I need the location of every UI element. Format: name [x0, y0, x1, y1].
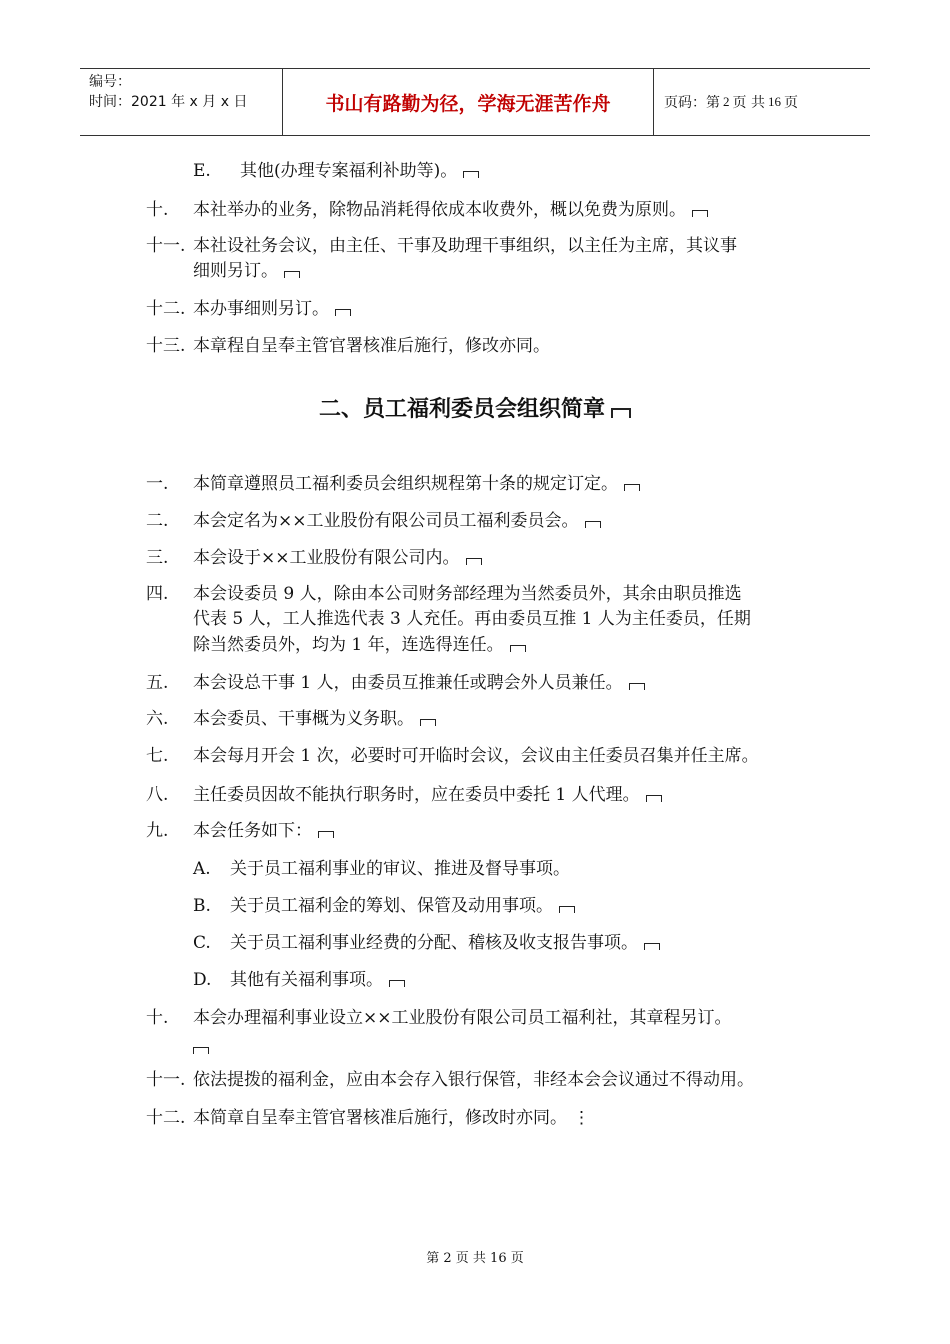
list-item: [240, 160, 479, 182]
list-item-number: 十三.: [146, 336, 186, 356]
paragraph-mark-icon: [318, 831, 334, 838]
list-item-number: 十二.: [146, 299, 186, 319]
list-item-number: 十一.: [146, 1070, 186, 1090]
list-item: [193, 1069, 754, 1091]
sub-item-text: 关于员工福利金的筹划、保管及动用事项。: [230, 896, 553, 916]
list-item: [193, 583, 742, 605]
page-header: [80, 68, 870, 136]
list-item-text: 除当然委员外，均为 1 年，连选得连任。: [193, 635, 504, 655]
list-item-number: 二.: [146, 511, 169, 531]
list-item-number: 一.: [146, 474, 169, 494]
paragraph-mark-icon: [389, 980, 405, 987]
number-label: 编号：: [89, 74, 131, 90]
header-meta: [80, 69, 282, 135]
paragraph-mark-icon: [585, 521, 601, 528]
paragraph-mark-icon: [193, 1047, 209, 1054]
paragraph-mark-icon: [559, 906, 575, 913]
list-item-text: 本会设总干事 1 人，由委员互推兼任或聘会外人员兼任。: [193, 673, 623, 693]
list-item-text: 本简章自呈奉主管官署核准后施行，修改时亦同。: [193, 1108, 567, 1128]
list-item-text: 本会定名为××工业股份有限公司员工福利委员会。: [193, 511, 579, 531]
list-item-text: 本会委员、干事概为义务职。: [193, 709, 414, 729]
list-item: [193, 510, 601, 532]
list-item-text: 本社举办的业务，除物品消耗得依成本收费外，概以免费为原则。: [193, 200, 686, 220]
list-item-text: 本社设社务会议，由主任、干事及助理干事组织，以主任为主席，其议事: [193, 236, 737, 256]
sub-item-text: 关于员工福利事业的审议、推进及督导事项。: [230, 859, 570, 879]
list-item: [193, 1107, 590, 1129]
list-item-text: 其他(办理专案福利补助等)。: [240, 161, 458, 181]
sub-item: [230, 895, 575, 917]
list-item: [193, 745, 759, 767]
page-prefix: 页码：第: [664, 95, 720, 111]
paragraph-mark-icon: [624, 484, 640, 491]
paragraph-mark-icon: [692, 210, 708, 217]
page-footer: 第 2 页 共 16 页: [426, 1251, 524, 1266]
list-item-text: 本章程自呈奉主管官署核准后施行，修改亦同。: [193, 336, 550, 356]
list-item-text: 本会设于××工业股份有限公司内。: [193, 548, 460, 568]
list-item: [193, 708, 436, 730]
list-item-number: 十.: [146, 200, 169, 220]
list-item-number: 十一.: [146, 236, 186, 256]
page-suffix: 页: [783, 95, 798, 111]
page-mid: 页 共: [732, 95, 765, 111]
sub-item: [230, 969, 405, 991]
list-item-continuation: [193, 260, 300, 282]
list-item-number: 十.: [146, 1008, 169, 1028]
sub-item-letter: B.: [193, 896, 211, 916]
sub-item: [230, 858, 570, 880]
sub-item: [230, 932, 660, 954]
header-page-info: [654, 69, 870, 135]
sub-item-text: 关于员工福利事业经费的分配、稽核及收支报告事项。: [230, 933, 638, 953]
sub-item-letter: D.: [193, 970, 212, 990]
list-item-continuation: [193, 634, 526, 656]
list-item-text: 本会设委员 9 人，除由本公司财务部经理为当然委员外，其余由职员推选: [193, 584, 742, 604]
list-item-number: 五.: [146, 673, 169, 693]
list-item-number: 九.: [146, 821, 169, 841]
list-item-number: E.: [193, 161, 211, 181]
list-item: [193, 820, 334, 842]
list-item: [193, 547, 482, 569]
list-item-text: 本办事细则另订。: [193, 299, 329, 319]
time-label: 时间：2021 年 x 月 x 日: [89, 94, 248, 110]
paragraph-mark-icon: [644, 943, 660, 950]
list-item: [193, 235, 737, 257]
list-item-number: 八.: [146, 785, 169, 805]
list-item-number: 四.: [146, 584, 169, 604]
list-item-text: 细则另订。: [193, 261, 278, 281]
paragraph-mark-icon: [629, 683, 645, 690]
list-item-text: 本会每月开会 1 次，必要时可开临时会议，会议由主任委员召集并任主席。: [193, 746, 759, 766]
list-item-text: 本会办理福利事业设立××工业股份有限公司员工福利社，其章程另订。: [193, 1008, 732, 1028]
paragraph-mark-icon: [284, 271, 300, 278]
sub-item-text: 其他有关福利事项。: [230, 970, 383, 990]
list-item-text: 代表 5 人，工人推选代表 3 人充任。再由委员互推 1 人为主任委员，任期: [193, 609, 751, 629]
list-item-text: 本简章遵照员工福利委员会组织规程第十条的规定订定。: [193, 474, 618, 494]
list-item: [193, 335, 550, 357]
list-item: [193, 1007, 732, 1029]
paragraph-mark-icon: [611, 408, 631, 418]
page-total: 16: [767, 94, 781, 109]
list-item-number: 三.: [146, 548, 169, 568]
paragraph-mark-icon: [510, 645, 526, 652]
list-item-text: 本会任务如下：: [193, 821, 312, 841]
list-item-text: 依法提拨的福利金，应由本会存入银行保管，非经本会会议通过不得动用。: [193, 1070, 754, 1090]
list-item-number: 六.: [146, 709, 169, 729]
list-item-text: 主任委员因故不能执行职务时，应在委员中委托 1 人代理。: [193, 785, 640, 805]
ellipsis-icon: ⋮: [573, 1108, 590, 1128]
section-title: [0, 392, 950, 423]
list-item-continuation: [193, 608, 751, 630]
list-item: [193, 473, 640, 495]
paragraph-mark-icon: [463, 171, 479, 178]
list-item: [193, 672, 645, 694]
paragraph-mark-icon: [335, 309, 351, 316]
page-current: 2: [723, 94, 730, 109]
section-title-text: 二、员工福利委员会组织简章: [318, 397, 605, 422]
sub-item-letter: C.: [193, 933, 211, 953]
list-item-number: 十二.: [146, 1108, 186, 1128]
list-item: [193, 199, 708, 221]
list-item: [193, 298, 351, 320]
paragraph-mark-icon: [466, 558, 482, 565]
sub-item-letter: A.: [193, 859, 211, 879]
paragraph-mark-icon: [646, 795, 662, 802]
list-item: [193, 784, 662, 806]
header-motto: 书山有路勤为径，学海无涯苦作舟: [282, 69, 654, 135]
paragraph-mark-icon: [420, 719, 436, 726]
list-item-continuation: [187, 1036, 209, 1058]
list-item-number: 七.: [146, 746, 169, 766]
